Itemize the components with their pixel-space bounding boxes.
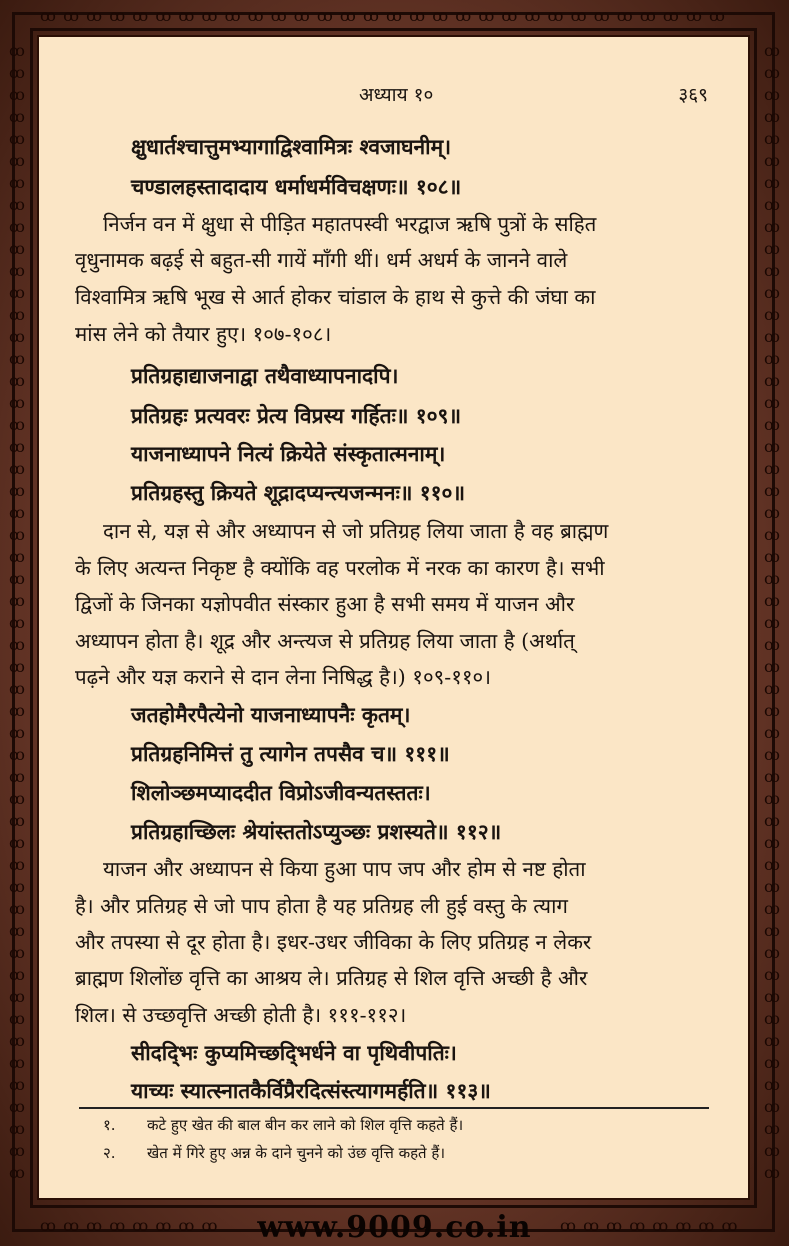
prose-line: ब्राह्मण शिलोंछ वृत्ति का आश्रय ले। प्रतिग्रह से शिल वृत्ति अच्छी है और bbox=[75, 966, 588, 990]
prose-line: शिल। से उच्छवृत्ति अच्छी होती है। १११-११२। bbox=[75, 1003, 407, 1027]
ornament-row: ꝏ ꝏ ꝏ ꝏ ꝏ ꝏ ꝏ ꝏ bbox=[560, 1216, 739, 1235]
verse-line: शिलोञ्छमप्याददीत विप्रोऽजीवन्यतस्ततः। bbox=[131, 780, 431, 805]
footnote bbox=[103, 1143, 445, 1163]
prose-line: है। और प्रतिग्रह से जो पाप होता है यह प्रतिग्रह ली हुई वस्तु के त्याग bbox=[75, 894, 568, 918]
footnote-number: २. bbox=[103, 1144, 116, 1162]
chapter-title: अध्याय १० bbox=[359, 84, 434, 106]
prose-line: निर्जन वन में क्षुधा से पीड़ित महातपस्वी भरद्वाज ऋषि पुत्रों के सहित bbox=[103, 212, 597, 236]
footnote-text: कटे हुए खेत की बाल बीन कर लाने को शिल वृत्ति कहते हैं। bbox=[147, 1116, 464, 1134]
verse-line: प्रतिग्रहाच्छिलः श्रेयांस्ततोऽप्युञ्छः प्रशस्यते॥ ११२॥ bbox=[131, 819, 502, 844]
page-header bbox=[39, 81, 748, 111]
verse-line: प्रतिग्रहस्तु क्रियते शूद्रादप्यन्त्यजन्मनः॥ ११०॥ bbox=[131, 480, 466, 505]
ornament-column: ꝏ ꝏ ꝏ ꝏ ꝏ ꝏ ꝏ ꝏ ꝏ ꝏ ꝏ ꝏ ꝏ ꝏ ꝏ ꝏ ꝏ ꝏ ꝏ ꝏ ꝏ ꝏ ꝏ ꝏ ꝏ ꝏ ꝏ ꝏ ꝏ ꝏ ꝏ ꝏ ꝏ ꝏ ꝏ ꝏ ꝏ ꝏ ꝏ ꝏ ꝏ ꝏ ꝏ ꝏ ꝏ ꝏ ꝏ ꝏ ꝏ ꝏ ꝏ ꝏ bbox=[9, 41, 25, 1182]
ornament-row: ꝏ ꝏ ꝏ ꝏ ꝏ ꝏ ꝏ ꝏ ꝏ ꝏ ꝏ ꝏ ꝏ ꝏ ꝏ ꝏ ꝏ ꝏ ꝏ ꝏ ꝏ ꝏ ꝏ ꝏ ꝏ ꝏ ꝏ ꝏ ꝏ ꝏ bbox=[40, 6, 727, 25]
verse-line: सीददि्भः कुप्यमिच्छदि्भर्धने वा पृथिवीपतिः। bbox=[131, 1040, 457, 1065]
verse-line: क्षुधार्तश्चात्तुमभ्यागाद्विश्वामित्रः श्वजाघनीम्। bbox=[131, 134, 452, 159]
prose-line: दान से, यज्ञ से और अध्यापन से जो प्रतिग्रह लिया जाता है वह ब्राह्मण bbox=[103, 519, 609, 543]
footnote-text: खेत में गिरे हुए अन्न के दाने चुनने को उंछ वृत्ति कहते हैं। bbox=[147, 1144, 446, 1162]
website-watermark: www.9009.co.in bbox=[257, 1210, 532, 1245]
verse-line: याजनाध्यापने नित्यं क्रियेते संस्कृतात्मनाम्। bbox=[131, 441, 446, 466]
verse-line: जतहोमैरपैत्येनो याजनाध्यापनैः कृतम्। bbox=[131, 702, 411, 727]
verse-line: चण्डालहस्तादादाय धर्माधर्मविचक्षणः॥ १०८॥ bbox=[131, 174, 462, 199]
footnote bbox=[103, 1115, 463, 1135]
verse-line: प्रतिग्रहः प्रत्यवरः प्रेत्य विप्रस्य गर्हितः॥ १०९॥ bbox=[131, 403, 462, 428]
book-page bbox=[37, 35, 750, 1200]
footnote-number: १. bbox=[103, 1116, 116, 1134]
verse-line: प्रतिग्रहाद्याजनाद्वा तथैवाध्यापनादपि। bbox=[131, 363, 399, 388]
prose-line: विश्वामित्र ऋषि भूख से आर्त होकर चांडाल के हाथ से कुत्ते की जंघा का bbox=[75, 285, 596, 309]
prose-line: मांस लेने को तैयार हुए। १०७-१०८। bbox=[75, 322, 332, 346]
verse-line: प्रतिग्रहनिमित्तं तु त्यागेन तपसैव च॥ १११॥ bbox=[131, 741, 450, 766]
footnote-separator bbox=[79, 1107, 709, 1109]
prose-line: अध्यापन होता है। शूद्र और अन्त्यज से प्रतिग्रह लिया जाता है (अर्थात् bbox=[75, 629, 575, 653]
prose-line: के लिए अत्यन्त निकृष्ट है क्योंकि वह परलोक में नरक का कारण है। सभी bbox=[75, 556, 605, 580]
prose-line: वृधुनामक बढ़ई से बहुत-सी गायें माँगी थीं। धर्म अधर्म के जानने वाले bbox=[75, 248, 568, 272]
ornament-row: ꝏ ꝏ ꝏ ꝏ ꝏ ꝏ ꝏ ꝏ bbox=[40, 1216, 219, 1235]
page-number: ३६९ bbox=[678, 84, 708, 106]
prose-line: द्विजों के जिनका यज्ञोपवीत संस्कार हुआ है सभी समय में याजन और bbox=[75, 592, 575, 616]
prose-line: याजन और अध्यापन से किया हुआ पाप जप और होम से नष्ट होता bbox=[103, 857, 586, 881]
ornament-column: ꝏ ꝏ ꝏ ꝏ ꝏ ꝏ ꝏ ꝏ ꝏ ꝏ ꝏ ꝏ ꝏ ꝏ ꝏ ꝏ ꝏ ꝏ ꝏ ꝏ ꝏ ꝏ ꝏ ꝏ ꝏ ꝏ ꝏ ꝏ ꝏ ꝏ ꝏ ꝏ ꝏ ꝏ ꝏ ꝏ ꝏ ꝏ ꝏ ꝏ ꝏ ꝏ ꝏ ꝏ ꝏ ꝏ ꝏ ꝏ ꝏ ꝏ ꝏ ꝏ bbox=[764, 41, 780, 1182]
verse-line: याच्यः स्यात्स्नातकैर्विप्रैरदित्संस्त्यागमर्हति॥ ११३॥ bbox=[131, 1078, 491, 1103]
prose-line: और तपस्या से दूर होता है। इधर-उधर जीविका के लिए प्रतिग्रह न लेकर bbox=[75, 930, 592, 954]
prose-line: पढ़ने और यज्ञ कराने से दान लेना निषिद्ध है।) १०९-११०। bbox=[75, 665, 491, 689]
